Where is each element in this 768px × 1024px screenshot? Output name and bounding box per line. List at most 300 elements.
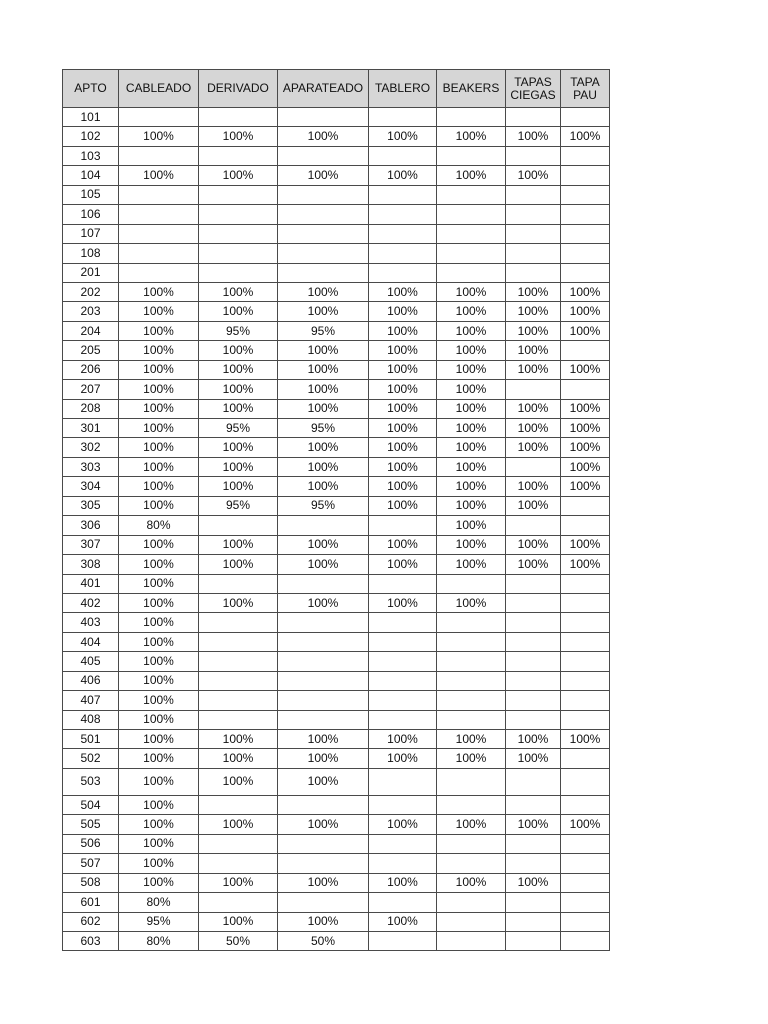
cell-beakers <box>437 108 506 127</box>
table-row <box>63 710 610 729</box>
table-row <box>63 477 610 496</box>
cell-aparateado <box>278 834 369 853</box>
cell-aparateado <box>278 263 369 282</box>
cell-tapa-pau: 100% <box>561 477 610 496</box>
cell-tapas-ciegas <box>506 516 561 535</box>
cell-beakers: 100% <box>437 535 506 554</box>
cell-aparateado: 100% <box>278 555 369 574</box>
cell-aparateado <box>278 854 369 873</box>
cell-aparateado <box>278 205 369 224</box>
cell-apto: 508 <box>63 873 119 892</box>
cell-apto: 101 <box>63 108 119 127</box>
cell-aparateado: 100% <box>278 873 369 892</box>
cell-cableado: 100% <box>119 127 199 146</box>
cell-aparateado <box>278 795 369 814</box>
cell-tablero: 100% <box>369 399 437 418</box>
cell-tapa-pau <box>561 768 610 795</box>
cell-cableado: 100% <box>119 438 199 457</box>
cell-tablero: 100% <box>369 302 437 321</box>
cell-cableado: 100% <box>119 341 199 360</box>
cell-derivado <box>199 632 278 651</box>
cell-cableado: 100% <box>119 632 199 651</box>
table-row <box>63 574 610 593</box>
cell-apto: 208 <box>63 399 119 418</box>
cell-derivado: 100% <box>199 477 278 496</box>
cell-derivado <box>199 244 278 263</box>
cell-apto: 107 <box>63 224 119 243</box>
cell-tapas-ciegas <box>506 244 561 263</box>
cell-cableado: 100% <box>119 795 199 814</box>
cell-tapa-pau: 100% <box>561 815 610 834</box>
cell-cableado <box>119 146 199 165</box>
cell-tablero: 100% <box>369 321 437 340</box>
cell-derivado: 100% <box>199 593 278 612</box>
cell-aparateado: 100% <box>278 593 369 612</box>
cell-tapa-pau <box>561 912 610 931</box>
cell-derivado <box>199 613 278 632</box>
cell-aparateado <box>278 224 369 243</box>
cell-aparateado: 100% <box>278 912 369 931</box>
cell-beakers <box>437 613 506 632</box>
cell-aparateado: 100% <box>278 768 369 795</box>
cell-tapa-pau <box>561 574 610 593</box>
cell-aparateado: 100% <box>278 282 369 301</box>
cell-tapas-ciegas: 100% <box>506 127 561 146</box>
cell-tablero <box>369 795 437 814</box>
cell-aparateado <box>278 632 369 651</box>
cell-tablero <box>369 224 437 243</box>
cell-apto: 201 <box>63 263 119 282</box>
cell-aparateado: 100% <box>278 749 369 768</box>
cell-apto: 405 <box>63 652 119 671</box>
cell-aparateado: 95% <box>278 419 369 438</box>
cell-tapas-ciegas <box>506 691 561 710</box>
cell-apto: 306 <box>63 516 119 535</box>
cell-derivado: 100% <box>199 873 278 892</box>
cell-tapas-ciegas: 100% <box>506 555 561 574</box>
cell-aparateado <box>278 691 369 710</box>
cell-aparateado: 100% <box>278 815 369 834</box>
cell-aparateado: 50% <box>278 931 369 950</box>
header-row <box>63 70 610 108</box>
table-row <box>63 632 610 651</box>
cell-beakers: 100% <box>437 321 506 340</box>
cell-tablero: 100% <box>369 912 437 931</box>
cell-beakers: 100% <box>437 730 506 749</box>
table-row <box>63 146 610 165</box>
cell-aparateado: 100% <box>278 438 369 457</box>
cell-beakers <box>437 691 506 710</box>
cell-aparateado: 100% <box>278 457 369 476</box>
cell-derivado: 100% <box>199 749 278 768</box>
cell-derivado <box>199 108 278 127</box>
cell-cableado: 100% <box>119 574 199 593</box>
cell-apto: 104 <box>63 166 119 185</box>
table-row <box>63 419 610 438</box>
cell-tapa-pau <box>561 873 610 892</box>
cell-derivado <box>199 516 278 535</box>
cell-beakers: 100% <box>437 815 506 834</box>
cell-tapas-ciegas: 100% <box>506 321 561 340</box>
cell-derivado: 100% <box>199 730 278 749</box>
cell-beakers <box>437 632 506 651</box>
cell-tapa-pau: 100% <box>561 730 610 749</box>
cell-aparateado <box>278 244 369 263</box>
cell-derivado <box>199 795 278 814</box>
cell-apto: 403 <box>63 613 119 632</box>
cell-derivado <box>199 146 278 165</box>
cell-tapas-ciegas <box>506 834 561 853</box>
cell-cableado: 100% <box>119 302 199 321</box>
cell-tablero <box>369 768 437 795</box>
cell-aparateado: 95% <box>278 496 369 515</box>
cell-cableado: 100% <box>119 477 199 496</box>
cell-tapa-pau <box>561 593 610 612</box>
table-row <box>63 613 610 632</box>
cell-cableado: 100% <box>119 652 199 671</box>
cell-tapas-ciegas: 100% <box>506 496 561 515</box>
cell-apto: 303 <box>63 457 119 476</box>
cell-tapa-pau <box>561 749 610 768</box>
table-row <box>63 321 610 340</box>
cell-beakers <box>437 834 506 853</box>
cell-tapas-ciegas: 100% <box>506 535 561 554</box>
table-row <box>63 496 610 515</box>
cell-tapas-ciegas <box>506 224 561 243</box>
cell-beakers: 100% <box>437 516 506 535</box>
cell-tapa-pau <box>561 795 610 814</box>
cell-apto: 503 <box>63 768 119 795</box>
cell-apto: 506 <box>63 834 119 853</box>
cell-beakers <box>437 244 506 263</box>
table-row <box>63 399 610 418</box>
cell-derivado: 100% <box>199 768 278 795</box>
cell-tablero: 100% <box>369 535 437 554</box>
cell-beakers <box>437 263 506 282</box>
cell-tablero: 100% <box>369 593 437 612</box>
header-cableado: CABLEADO <box>119 70 199 108</box>
cell-derivado <box>199 854 278 873</box>
cell-tablero <box>369 893 437 912</box>
cell-derivado: 100% <box>199 815 278 834</box>
cell-aparateado <box>278 652 369 671</box>
cell-apto: 406 <box>63 671 119 690</box>
cell-beakers: 100% <box>437 360 506 379</box>
cell-aparateado: 100% <box>278 302 369 321</box>
cell-cableado <box>119 108 199 127</box>
header-derivado: DERIVADO <box>199 70 278 108</box>
cell-apto: 501 <box>63 730 119 749</box>
table-row <box>63 127 610 146</box>
table-row <box>63 360 610 379</box>
table-row <box>63 795 610 814</box>
table-row <box>63 185 610 204</box>
cell-tablero: 100% <box>369 341 437 360</box>
cell-tapas-ciegas: 100% <box>506 815 561 834</box>
cell-cableado: 100% <box>119 399 199 418</box>
cell-beakers: 100% <box>437 127 506 146</box>
cell-apto: 305 <box>63 496 119 515</box>
cell-tapas-ciegas <box>506 768 561 795</box>
cell-tapas-ciegas <box>506 205 561 224</box>
cell-apto: 108 <box>63 244 119 263</box>
cell-tapa-pau <box>561 613 610 632</box>
cell-beakers: 100% <box>437 457 506 476</box>
table-row <box>63 380 610 399</box>
cell-cableado: 80% <box>119 931 199 950</box>
cell-beakers: 100% <box>437 477 506 496</box>
cell-derivado: 100% <box>199 380 278 399</box>
cell-aparateado: 100% <box>278 166 369 185</box>
cell-cableado: 100% <box>119 691 199 710</box>
table-row <box>63 931 610 950</box>
header-tapa-pau: TAPA PAU <box>561 70 610 108</box>
cell-tapas-ciegas <box>506 457 561 476</box>
cell-beakers: 100% <box>437 873 506 892</box>
cell-derivado <box>199 710 278 729</box>
table-row <box>63 263 610 282</box>
cell-tapas-ciegas <box>506 380 561 399</box>
cell-beakers: 100% <box>437 302 506 321</box>
cell-tapas-ciegas: 100% <box>506 360 561 379</box>
cell-tablero: 100% <box>369 496 437 515</box>
cell-aparateado: 100% <box>278 730 369 749</box>
cell-beakers <box>437 205 506 224</box>
cell-apto: 301 <box>63 419 119 438</box>
cell-tapas-ciegas <box>506 912 561 931</box>
cell-apto: 408 <box>63 710 119 729</box>
header-aparateado: APARATEADO <box>278 70 369 108</box>
cell-cableado <box>119 205 199 224</box>
cell-tablero <box>369 671 437 690</box>
cell-tapa-pau <box>561 341 610 360</box>
cell-tapas-ciegas <box>506 893 561 912</box>
cell-cableado: 100% <box>119 873 199 892</box>
cell-apto: 402 <box>63 593 119 612</box>
cell-apto: 507 <box>63 854 119 873</box>
progress-table <box>62 69 610 951</box>
cell-cableado: 100% <box>119 535 199 554</box>
cell-cableado: 100% <box>119 380 199 399</box>
cell-tablero <box>369 854 437 873</box>
table-header <box>63 70 610 108</box>
cell-tapas-ciegas: 100% <box>506 302 561 321</box>
cell-tapas-ciegas: 100% <box>506 341 561 360</box>
cell-aparateado: 100% <box>278 341 369 360</box>
header-apto: APTO <box>63 70 119 108</box>
cell-tapa-pau: 100% <box>561 282 610 301</box>
cell-beakers <box>437 931 506 950</box>
cell-cableado: 95% <box>119 912 199 931</box>
cell-apto: 206 <box>63 360 119 379</box>
cell-tapas-ciegas <box>506 593 561 612</box>
cell-tablero: 100% <box>369 730 437 749</box>
cell-cableado: 100% <box>119 321 199 340</box>
cell-aparateado: 100% <box>278 380 369 399</box>
cell-tapa-pau <box>561 244 610 263</box>
cell-cableado: 100% <box>119 834 199 853</box>
cell-tapa-pau: 100% <box>561 438 610 457</box>
cell-tapa-pau: 100% <box>561 555 610 574</box>
cell-aparateado <box>278 613 369 632</box>
cell-derivado: 100% <box>199 457 278 476</box>
cell-tapas-ciegas <box>506 854 561 873</box>
cell-cableado: 100% <box>119 815 199 834</box>
cell-beakers <box>437 574 506 593</box>
cell-tablero: 100% <box>369 282 437 301</box>
cell-tapa-pau <box>561 931 610 950</box>
cell-tapa-pau <box>561 205 610 224</box>
cell-tablero: 100% <box>369 457 437 476</box>
cell-tapa-pau: 100% <box>561 399 610 418</box>
cell-tapa-pau <box>561 516 610 535</box>
cell-tablero <box>369 632 437 651</box>
cell-beakers <box>437 671 506 690</box>
table-row <box>63 224 610 243</box>
cell-aparateado: 100% <box>278 360 369 379</box>
cell-beakers: 100% <box>437 166 506 185</box>
cell-beakers <box>437 146 506 165</box>
cell-aparateado <box>278 893 369 912</box>
cell-cableado: 100% <box>119 593 199 612</box>
table-row <box>63 768 610 795</box>
cell-apto: 106 <box>63 205 119 224</box>
cell-aparateado <box>278 146 369 165</box>
cell-derivado: 100% <box>199 282 278 301</box>
cell-cableado: 100% <box>119 282 199 301</box>
cell-cableado: 100% <box>119 613 199 632</box>
cell-tapas-ciegas: 100% <box>506 399 561 418</box>
cell-tapa-pau <box>561 380 610 399</box>
cell-tablero <box>369 691 437 710</box>
cell-tablero: 100% <box>369 749 437 768</box>
cell-cableado <box>119 244 199 263</box>
cell-apto: 603 <box>63 931 119 950</box>
cell-derivado <box>199 671 278 690</box>
cell-apto: 105 <box>63 185 119 204</box>
cell-aparateado <box>278 516 369 535</box>
table-row <box>63 205 610 224</box>
cell-aparateado <box>278 185 369 204</box>
cell-apto: 203 <box>63 302 119 321</box>
cell-derivado: 95% <box>199 321 278 340</box>
cell-apto: 304 <box>63 477 119 496</box>
cell-tablero: 100% <box>369 477 437 496</box>
cell-cableado <box>119 185 199 204</box>
table-row <box>63 516 610 535</box>
cell-apto: 102 <box>63 127 119 146</box>
cell-beakers <box>437 710 506 729</box>
cell-tapa-pau <box>561 854 610 873</box>
cell-derivado: 100% <box>199 555 278 574</box>
table-row <box>63 535 610 554</box>
cell-tablero: 100% <box>369 127 437 146</box>
cell-tablero <box>369 613 437 632</box>
cell-tapas-ciegas <box>506 632 561 651</box>
cell-aparateado <box>278 108 369 127</box>
cell-derivado: 100% <box>199 341 278 360</box>
cell-beakers: 100% <box>437 593 506 612</box>
cell-tablero <box>369 205 437 224</box>
cell-aparateado <box>278 671 369 690</box>
cell-tapas-ciegas: 100% <box>506 477 561 496</box>
cell-derivado: 100% <box>199 127 278 146</box>
table-row <box>63 854 610 873</box>
cell-apto: 502 <box>63 749 119 768</box>
cell-aparateado: 100% <box>278 399 369 418</box>
cell-aparateado: 100% <box>278 477 369 496</box>
cell-beakers <box>437 768 506 795</box>
table-row <box>63 691 610 710</box>
cell-tapas-ciegas <box>506 146 561 165</box>
cell-tapa-pau: 100% <box>561 419 610 438</box>
cell-derivado <box>199 652 278 671</box>
cell-tablero <box>369 574 437 593</box>
cell-tapas-ciegas <box>506 710 561 729</box>
cell-tablero: 100% <box>369 555 437 574</box>
table-row <box>63 912 610 931</box>
cell-apto: 205 <box>63 341 119 360</box>
cell-tapas-ciegas <box>506 613 561 632</box>
table-row <box>63 341 610 360</box>
cell-tapa-pau <box>561 108 610 127</box>
cell-tablero: 100% <box>369 380 437 399</box>
table-row <box>63 457 610 476</box>
cell-tapa-pau: 100% <box>561 457 610 476</box>
cell-tapas-ciegas: 100% <box>506 419 561 438</box>
cell-cableado <box>119 263 199 282</box>
cell-tapas-ciegas: 100% <box>506 730 561 749</box>
cell-beakers: 100% <box>437 380 506 399</box>
cell-tapa-pau <box>561 496 610 515</box>
cell-tapa-pau <box>561 893 610 912</box>
cell-aparateado <box>278 574 369 593</box>
cell-cableado: 100% <box>119 496 199 515</box>
cell-derivado: 100% <box>199 302 278 321</box>
table-row <box>63 166 610 185</box>
cell-aparateado: 95% <box>278 321 369 340</box>
cell-tapas-ciegas <box>506 652 561 671</box>
cell-beakers <box>437 185 506 204</box>
cell-apto: 308 <box>63 555 119 574</box>
cell-tapa-pau <box>561 652 610 671</box>
cell-tapa-pau <box>561 834 610 853</box>
cell-derivado <box>199 263 278 282</box>
cell-tapa-pau: 100% <box>561 321 610 340</box>
table-row <box>63 593 610 612</box>
cell-derivado: 95% <box>199 496 278 515</box>
table-row <box>63 438 610 457</box>
cell-tablero: 100% <box>369 438 437 457</box>
cell-tapa-pau: 100% <box>561 535 610 554</box>
cell-beakers: 100% <box>437 399 506 418</box>
cell-aparateado: 100% <box>278 127 369 146</box>
cell-cableado: 100% <box>119 768 199 795</box>
cell-cableado: 100% <box>119 671 199 690</box>
cell-apto: 202 <box>63 282 119 301</box>
table-row <box>63 302 610 321</box>
cell-aparateado <box>278 710 369 729</box>
cell-tapas-ciegas <box>506 671 561 690</box>
table-row <box>63 749 610 768</box>
cell-beakers: 100% <box>437 438 506 457</box>
cell-tapa-pau: 100% <box>561 302 610 321</box>
cell-cableado: 100% <box>119 419 199 438</box>
cell-tapas-ciegas: 100% <box>506 873 561 892</box>
cell-tablero: 100% <box>369 815 437 834</box>
cell-derivado <box>199 691 278 710</box>
cell-beakers <box>437 224 506 243</box>
